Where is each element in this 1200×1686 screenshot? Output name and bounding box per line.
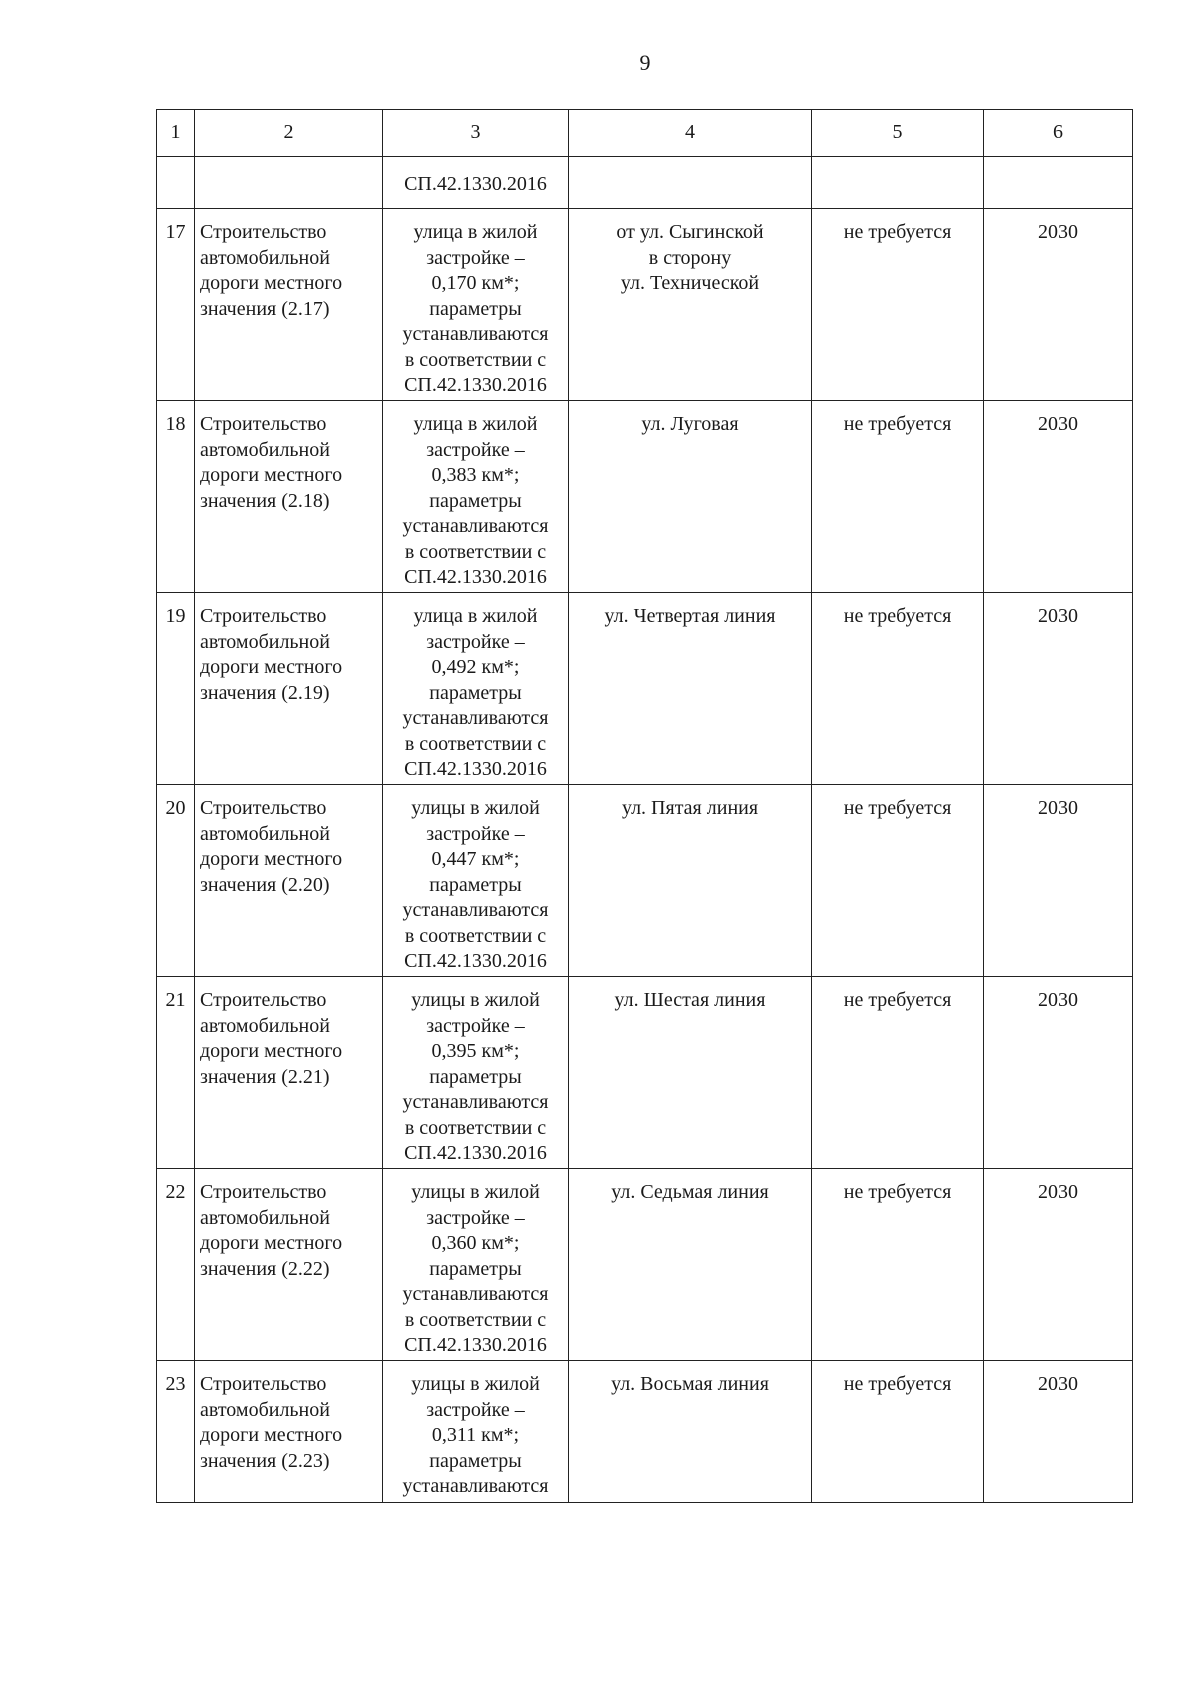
cell-num: 21 (157, 977, 195, 1169)
c3-line: параметры (429, 1257, 522, 1280)
c3-line: 0,395 км*; (431, 1040, 520, 1062)
cell-requirement: не требуется (812, 785, 984, 977)
c2-line: Строительство (200, 413, 327, 435)
c2-line: значения (2.23) (200, 1449, 330, 1472)
cell-year: 2030 (984, 593, 1133, 785)
c2-line: значения (2.22) (200, 1257, 330, 1280)
c3-line: в соответствии с (404, 732, 547, 755)
c2-line: Строительство (200, 989, 327, 1011)
cell-location (569, 1361, 812, 1503)
cell-num: 17 (157, 209, 195, 401)
c3-line: в соответствии с (404, 348, 547, 371)
cell-parameters (383, 593, 569, 785)
header-row (157, 110, 1133, 157)
cell-requirement: не требуется (812, 1169, 984, 1361)
table-row (157, 977, 1133, 1169)
cell-object (195, 593, 383, 785)
c2-line: дороги местного (200, 656, 343, 678)
cell-parameters (383, 209, 569, 401)
header-col-2: 2 (195, 110, 383, 157)
table-row (157, 593, 1133, 785)
c3-line: СП.42.1330.2016 (404, 1142, 547, 1164)
cell-num (157, 157, 195, 209)
c4-line: в сторону (648, 246, 732, 269)
table-row (157, 209, 1133, 401)
c3-line: улицы в жилой (411, 1181, 540, 1203)
cell-year: 2030 (984, 1361, 1133, 1503)
c3-line: 0,447 км*; (431, 848, 520, 870)
cell-requirement: не требуется (812, 1361, 984, 1503)
c3-line: СП.42.1330.2016 (404, 1334, 547, 1356)
c4-line: ул. Шестая линия (614, 989, 766, 1011)
c2-line: дороги местного (200, 1232, 343, 1254)
cell-location (569, 785, 812, 977)
table-row (157, 785, 1133, 977)
cell-parameters: СП.42.1330.2016 (383, 157, 569, 209)
c3-line: 0,360 км*; (431, 1232, 520, 1254)
cell-location (569, 593, 812, 785)
c2-line: значения (2.21) (200, 1065, 330, 1088)
header-col-1: 1 (157, 110, 195, 157)
c2-line: дороги местного (200, 272, 343, 294)
cell-year: 2030 (984, 209, 1133, 401)
c3-line: 0,170 км*; (431, 272, 520, 294)
c3-line: улица в жилой (413, 413, 538, 435)
c3-line: улицы в жилой (411, 1373, 540, 1395)
page-number: 9 (639, 50, 651, 75)
c3-line: СП.42.1330.2016 (404, 566, 547, 588)
cell-num: 19 (157, 593, 195, 785)
c4-line: ул. Восьмая линия (611, 1373, 769, 1395)
c2-line: Строительство (200, 221, 327, 243)
c4-line: ул. Луговая (641, 413, 739, 435)
c2-line: автомобильной (200, 438, 330, 461)
c3-line: застройке – (426, 1014, 525, 1037)
c3-line: застройке – (426, 246, 525, 269)
document-table (156, 109, 1133, 1503)
c3-line: улица в жилой (413, 605, 538, 627)
c2-line: автомобильной (200, 630, 330, 653)
c3-line: 0,311 км*; (431, 1424, 520, 1446)
c2-line: Строительство (200, 1373, 327, 1395)
c3-line: улицы в жилой (411, 989, 540, 1011)
c3-line: 0,492 км*; (431, 656, 520, 678)
c3-line: параметры (429, 297, 522, 320)
c2-line: автомобильной (200, 822, 330, 845)
c2-line: Строительство (200, 605, 327, 627)
cell-num: 18 (157, 401, 195, 593)
c2-line: дороги местного (200, 1424, 343, 1446)
cell-location (569, 157, 812, 209)
cell-location (569, 209, 812, 401)
table-row (157, 1169, 1133, 1361)
c3-line: в соответствии с (404, 924, 547, 947)
cell-year: 2030 (984, 401, 1133, 593)
header-col-4: 4 (569, 110, 812, 157)
cell-year: 2030 (984, 785, 1133, 977)
cell-requirement (812, 157, 984, 209)
c4-line: ул. Пятая линия (621, 797, 759, 819)
cell-requirement: не требуется (812, 593, 984, 785)
table-row (157, 1361, 1133, 1503)
header-col-5: 5 (812, 110, 984, 157)
c3-line: застройке – (426, 822, 525, 845)
c2-line: Строительство (200, 1181, 327, 1203)
c2-line: значения (2.20) (200, 873, 330, 896)
c2-line: автомобильной (200, 1398, 330, 1421)
c3-line: в соответствии с (404, 540, 547, 563)
c3-line: параметры (429, 489, 522, 512)
c3-line: устанавливаются (402, 515, 549, 537)
cell-parameters (383, 401, 569, 593)
cell-num: 23 (157, 1361, 195, 1503)
table-row (157, 401, 1133, 593)
c2-line: значения (2.17) (200, 297, 330, 320)
cell-object (195, 1361, 383, 1503)
cell-object (195, 401, 383, 593)
header-col-6: 6 (984, 110, 1133, 157)
cell-object (195, 209, 383, 401)
c3-line: в соответствии с (404, 1308, 547, 1331)
c2-line: значения (2.19) (200, 681, 330, 704)
c3-line: улицы в жилой (411, 797, 540, 819)
cell-object (195, 785, 383, 977)
c4-line: от ул. Сыгинской (616, 221, 764, 243)
c3-line: параметры (429, 873, 522, 896)
cell-requirement: не требуется (812, 209, 984, 401)
c3-line: устанавливаются (402, 899, 549, 921)
cell-year: 2030 (984, 977, 1133, 1169)
cell-num: 22 (157, 1169, 195, 1361)
header-col-3: 3 (383, 110, 569, 157)
c3-line: застройке – (426, 630, 525, 653)
cell-year: 2030 (984, 1169, 1133, 1361)
c3-line: 0,383 км*; (431, 464, 520, 486)
c3-line: СП.42.1330.2016 (404, 950, 547, 972)
c3-line: параметры (429, 1449, 522, 1472)
cell-object (195, 1169, 383, 1361)
c3-line: застройке – (426, 1206, 525, 1229)
cell-location (569, 401, 812, 593)
cell-num: 20 (157, 785, 195, 977)
c3-line: параметры (429, 681, 522, 704)
c2-line: дороги местного (200, 848, 343, 870)
continuation-row (157, 157, 1133, 209)
cell-requirement: не требуется (812, 401, 984, 593)
c2-line: Строительство (200, 797, 327, 819)
c3-line: застройке – (426, 1398, 525, 1421)
c2-line: значения (2.18) (200, 489, 330, 512)
cell-object (195, 157, 383, 209)
c2-line: автомобильной (200, 1014, 330, 1037)
c3-line: застройке – (426, 438, 525, 461)
cell-year (984, 157, 1133, 209)
c3-line: улица в жилой (413, 221, 538, 243)
c4-line: ул. Четвертая линия (604, 605, 776, 627)
c3-line: устанавливаются (402, 323, 549, 345)
cell-parameters (383, 977, 569, 1169)
c3-line: в соответствии с (404, 1116, 547, 1139)
c3-line: устанавливаются (402, 1283, 549, 1305)
cell-requirement: не требуется (812, 977, 984, 1169)
c3-line: устанавливаются (402, 1475, 549, 1497)
c2-line: автомобильной (200, 246, 330, 269)
cell-parameters (383, 1361, 569, 1503)
c3-line: СП.42.1330.2016 (404, 374, 547, 396)
cell-parameters (383, 785, 569, 977)
cell-location (569, 1169, 812, 1361)
c3-line: устанавливаются (402, 1091, 549, 1113)
cell-parameters (383, 1169, 569, 1361)
c2-line: дороги местного (200, 1040, 343, 1062)
cell-object (195, 977, 383, 1169)
c4-line: ул. Технической (620, 272, 760, 294)
c4-line: ул. Седьмая линия (611, 1181, 769, 1203)
c2-line: дороги местного (200, 464, 343, 486)
c2-line: автомобильной (200, 1206, 330, 1229)
c3-line: параметры (429, 1065, 522, 1088)
cell-location (569, 977, 812, 1169)
c3-line: устанавливаются (402, 707, 549, 729)
c3-line: СП.42.1330.2016 (404, 758, 547, 780)
